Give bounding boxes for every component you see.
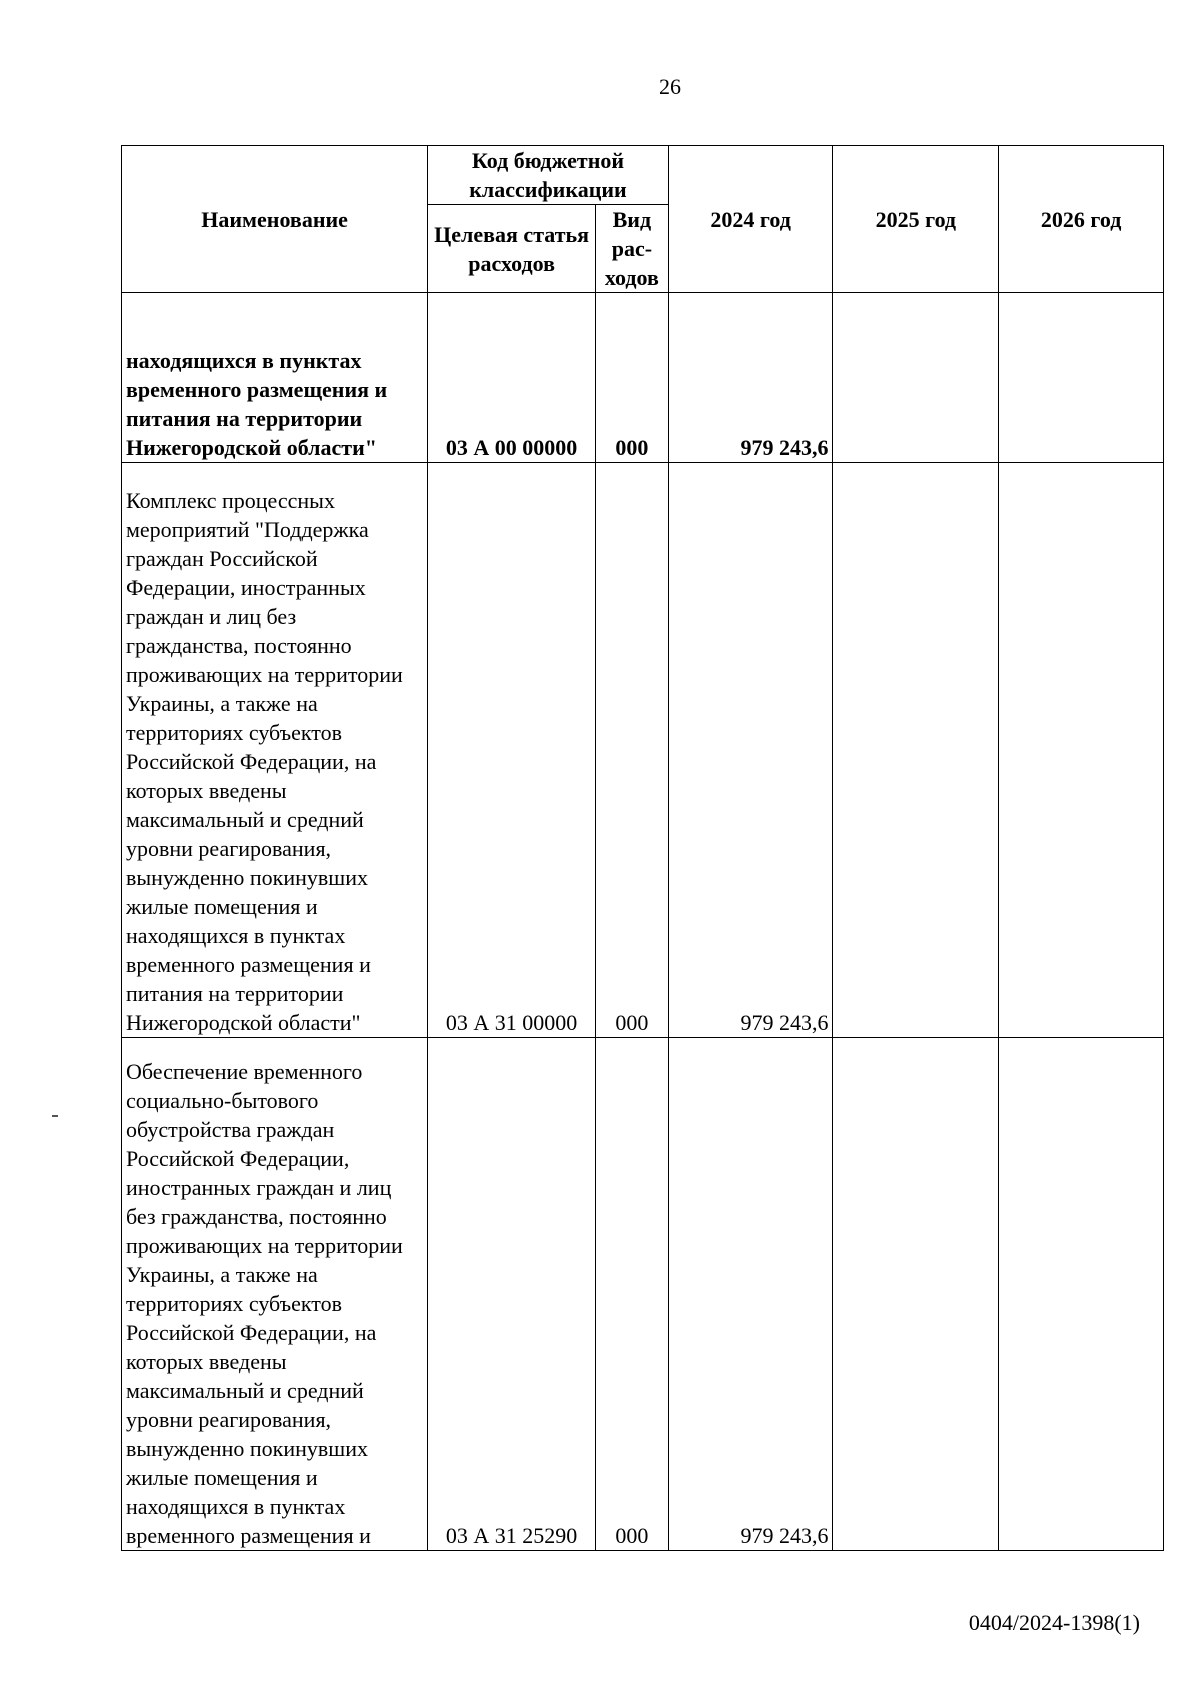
row-amount-2024: 979 243,6: [668, 1038, 833, 1551]
row-amount-2024: 979 243,6: [668, 463, 833, 1038]
row-target-code: 03 А 31 25290: [428, 1038, 596, 1551]
row-amount-2025: [833, 463, 999, 1038]
row-amount-2025: [833, 293, 999, 463]
row-target-code: 03 А 31 00000: [428, 463, 596, 1038]
table-row: [122, 293, 1164, 463]
row-name: Обеспечение временного социально-бытового обустройства граждан Российской Федерации, иностранных граждан и лиц без гражданства, постоянно проживающих на территории Украины, а также на территориях субъектов Российской Федерации, на которых введены максимальный и средний уровни реагирования, вынужденно покинувших жилые помещения и находящихся в пунктах временного размещения и: [122, 1038, 428, 1551]
header-2024: 2024 год: [668, 146, 833, 293]
table-row: [122, 1038, 1164, 1551]
row-target-code: 03 А 00 00000: [428, 293, 596, 463]
header-row-1: [122, 146, 1164, 205]
budget-table: [121, 145, 1164, 1551]
document-code: 0404/2024-1398(1): [968, 1610, 1140, 1635]
row-amount-2026: [999, 463, 1164, 1038]
row-name: находящихся в пунктах временного размещения и питания на территории Нижегородской области": [122, 293, 428, 463]
header-target-article: Целевая статья расходов: [428, 205, 596, 293]
row-amount-2026: [999, 293, 1164, 463]
header-2025: 2025 год: [833, 146, 999, 293]
row-expense-type: 000: [595, 293, 668, 463]
header-expense-type: Вид рас-ходов: [595, 205, 668, 293]
header-name: Наименование: [122, 146, 428, 293]
row-amount-2024: 979 243,6: [668, 293, 833, 463]
row-amount-2025: [833, 1038, 999, 1551]
scan-mark: [52, 1115, 58, 1117]
table-row: [122, 463, 1164, 1038]
row-expense-type: 000: [595, 463, 668, 1038]
header-2026: 2026 год: [999, 146, 1164, 293]
row-amount-2026: [999, 1038, 1164, 1551]
row-name: Комплекс процессных мероприятий "Поддержка граждан Российской Федерации, иностранных граждан и лиц без гражданства, постоянно проживающих на территории Украины, а также на территориях субъектов Российской Федерации, на которых введены максимальный и средний уровни реагирования, вынужденно покинувших жилые помещения и находящихся в пунктах временного размещения и питания на территории Нижегородской области": [122, 463, 428, 1038]
page-number: 26: [659, 74, 681, 99]
header-kbk-group: Код бюджетной классификации: [428, 146, 669, 205]
row-expense-type: 000: [595, 1038, 668, 1551]
